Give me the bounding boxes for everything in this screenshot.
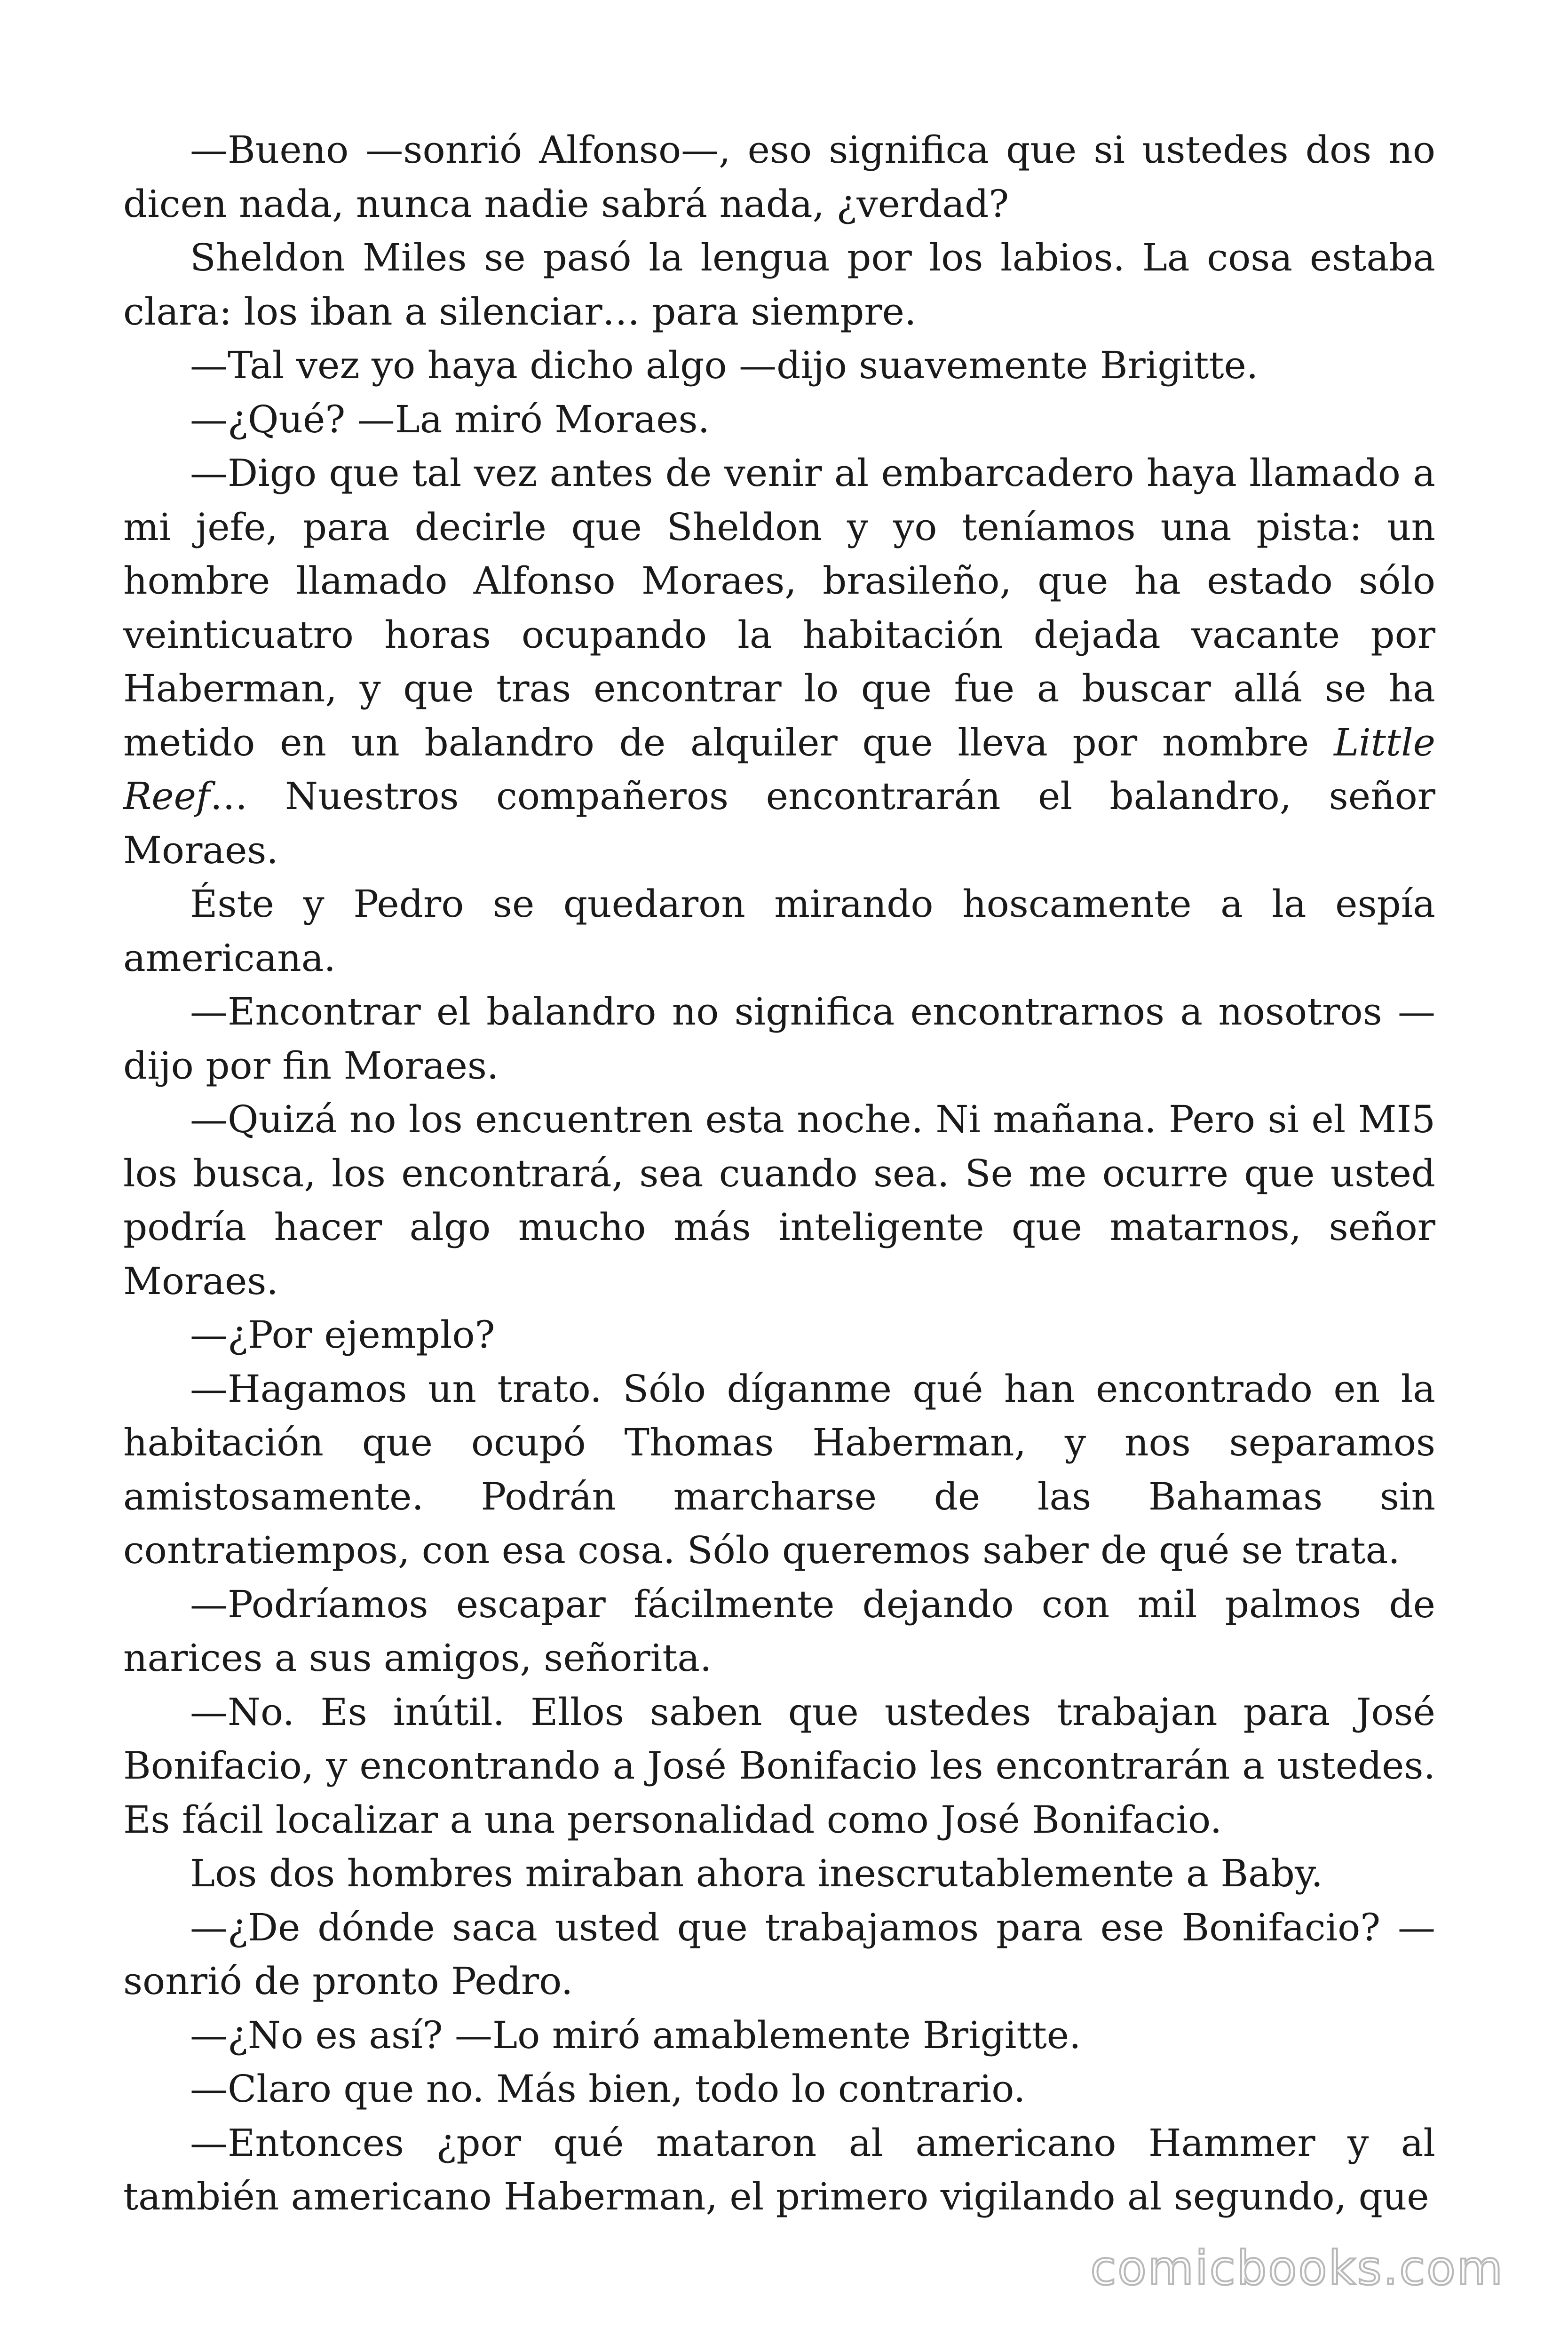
paragraph: —¿Qué? —La miró Moraes. — [190, 397, 710, 441]
paragraph-text: —Digo que tal vez antes de venir al embarcadero haya llamado a mi jefe, para decirle que Sheldon y yo teníamos una pista: un hombre llamado Alfonso Moraes, brasileño, que ha estado sólo veinticuatro horas ocupando la habitación dejada vacante por Haberman, y que tras encontrar lo que fue a buscar allá se ha metido en un balandro de alquiler que lleva por nombre — [123, 451, 1435, 764]
paragraph: —¿De dónde saca usted que trabajamos para ese Bonifacio? —sonrió de pronto Pedro. — [123, 1905, 1435, 2003]
paragraph-with-italic — [123, 446, 1435, 877]
paragraph: —Encontrar el balandro no significa encontrarnos a nosotros —dijo por fin Moraes. — [123, 990, 1435, 1088]
paragraph: —Bueno —sonrió Alfonso—, eso significa que si ustedes dos no dicen nada, nunca nadie sabrá nada, ¿verdad? — [123, 128, 1435, 226]
paragraph: Éste y Pedro se quedaron mirando hoscamente a la espía americana. — [123, 882, 1435, 980]
paragraph: —Claro que no. Más bien, todo lo contrario. — [190, 2067, 1026, 2111]
paragraph: Sheldon Miles se pasó la lengua por los labios. La cosa estaba clara: los iban a silenciar… para siempre. — [123, 236, 1435, 334]
paragraph: —¿Por ejemplo? — [190, 1313, 495, 1357]
paragraph: —Tal vez yo haya dicho algo —dijo suavemente Brigitte. — [190, 343, 1259, 387]
paragraph: —¿No es así? —Lo miró amablemente Brigitte. — [190, 2013, 1081, 2057]
watermark-text: comicbooks.com — [1090, 2241, 1504, 2296]
paragraph-text: … Nuestros compañeros encontrarán el balandro, señor Moraes. — [123, 774, 1435, 872]
paragraph: —Entonces ¿por qué mataron al americano Hammer y al también americano Haberman, el primero vigilando al segundo, que — [123, 2121, 1435, 2218]
paragraph: —Podríamos escapar fácilmente dejando con mil palmos de narices a sus amigos, señorita. — [123, 1582, 1435, 1680]
boat-name-italic: Little Reef — [123, 720, 1435, 818]
paragraph: Los dos hombres miraban ahora inescrutablemente a Baby. — [190, 1851, 1323, 1895]
book-page — [123, 123, 1435, 2224]
paragraph: —No. Es inútil. Ellos saben que ustedes trabajan para José Bonifacio, y encontrando a José Bonifacio les encontrarán a ustedes. Es fácil localizar a una personalidad como José Bonifacio. — [123, 1690, 1435, 1842]
paragraph: —Hagamos un trato. Sólo díganme qué han encontrado en la habitación que ocupó Thomas Haberman, y nos separamos amistosamente. Podrán marcharse de las Bahamas sin contratiempos, con esa cosa. Sólo queremos saber de qué se trata. — [123, 1367, 1435, 1572]
paragraph: —Quizá no los encuentren esta noche. Ni mañana. Pero si el MI5 los busca, los encontrará, sea cuando sea. Se me ocurre que usted podría hacer algo mucho más inteligente que matarnos, señor Moraes. — [123, 1097, 1435, 1303]
